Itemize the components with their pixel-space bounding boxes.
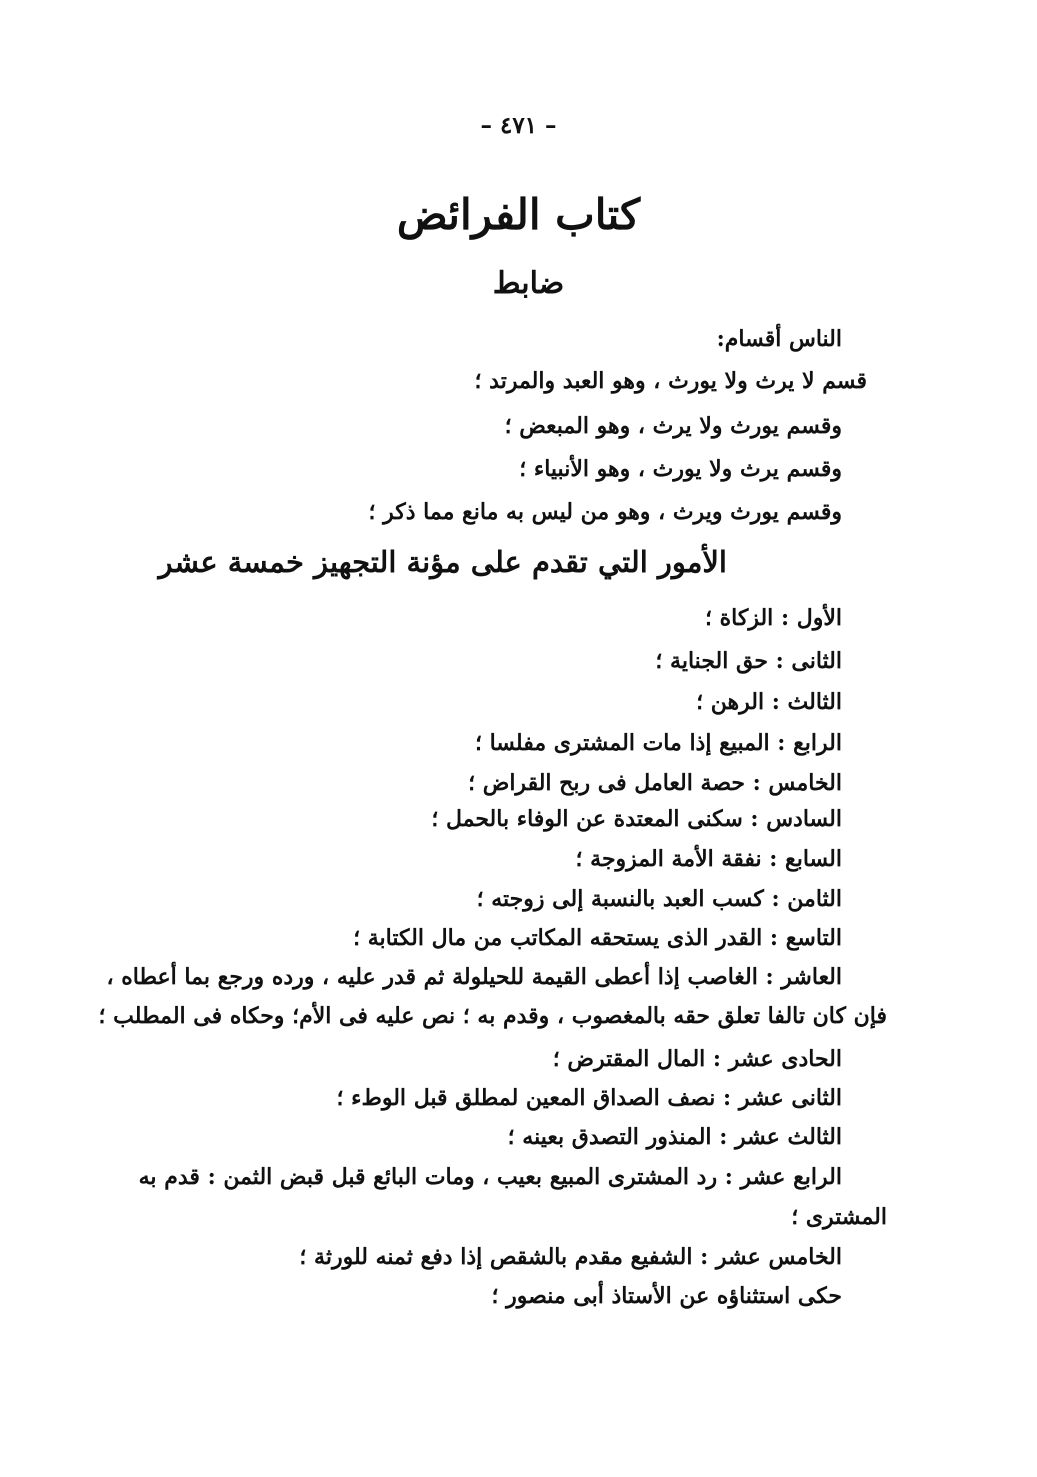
text-line: المشترى ؛ [791, 1204, 887, 1230]
text-line: الثالث عشر : المنذور التصدق بعينه ؛ [507, 1124, 842, 1150]
text-line: الثامن : كسب العبد بالنسبة إلى زوجته ؛ [476, 886, 842, 912]
text-line: الرابع : المبيع إذا مات المشترى مفلسا ؛ [474, 730, 842, 756]
intro-line: الناس أقسام: [716, 326, 842, 352]
book-title: كتاب الفرائض [396, 190, 641, 239]
text-line: الثانى : حق الجناية ؛ [655, 648, 842, 674]
section-subtitle: ضابط [492, 266, 565, 301]
text-line: الأول : الزكاة ؛ [704, 605, 842, 631]
text-line: فإن كان تالفا تعلق حقه بالمغصوب ، وقدم به ؛ نص عليه فى الأم؛ وحكاه فى المطلب ؛ [98, 1003, 887, 1029]
text-line: الثانى عشر : نصف الصداق المعين لمطلق قبل الوطء ؛ [336, 1085, 842, 1111]
text-line: السابع : نفقة الأمة المزوجة ؛ [575, 846, 842, 872]
text-line: وقسم يرث ولا يورث ، وهو الأنبياء ؛ [519, 456, 842, 482]
text-line: الحادى عشر : المال المقترض ؛ [552, 1046, 842, 1072]
text-line: العاشر : الغاصب إذا أعطى القيمة للحيلولة ثم قدر عليه ، ورده ورجع بما أعطاه ، [106, 964, 842, 990]
text-line: الثالث : الرهن ؛ [696, 689, 842, 715]
page-number: – ٤٧١ – [480, 112, 557, 139]
text-line: حكى استثناؤه عن الأستاذ أبى منصور ؛ [491, 1283, 842, 1309]
text-line: وقسم يورث ويرث ، وهو من ليس به مانع مما ذكر ؛ [368, 499, 842, 525]
text-line: الخامس عشر : الشفيع مقدم بالشقص إذا دفع ثمنه للورثة ؛ [299, 1244, 842, 1270]
text-line: الخامس : حصة العامل فى ربح القراض ؛ [468, 770, 842, 796]
text-line: الرابع عشر : رد المشترى المبيع بعيب ، ومات البائع قبل قبض الثمن : قدم به [138, 1164, 842, 1190]
section-heading: الأمور التي تقدم على مؤنة التجهيز خمسة عشر [158, 545, 727, 579]
text-line: وقسم يورث ولا يرث ، وهو المبعض ؛ [504, 413, 842, 439]
text-line: السادس : سكنى المعتدة عن الوفاء بالحمل ؛ [431, 806, 842, 832]
text-line: التاسع : القدر الذى يستحقه المكاتب من مال الكتابة ؛ [353, 925, 842, 951]
text-line: قسم لا يرث ولا يورث ، وهو العبد والمرتد ؛ [474, 368, 867, 394]
